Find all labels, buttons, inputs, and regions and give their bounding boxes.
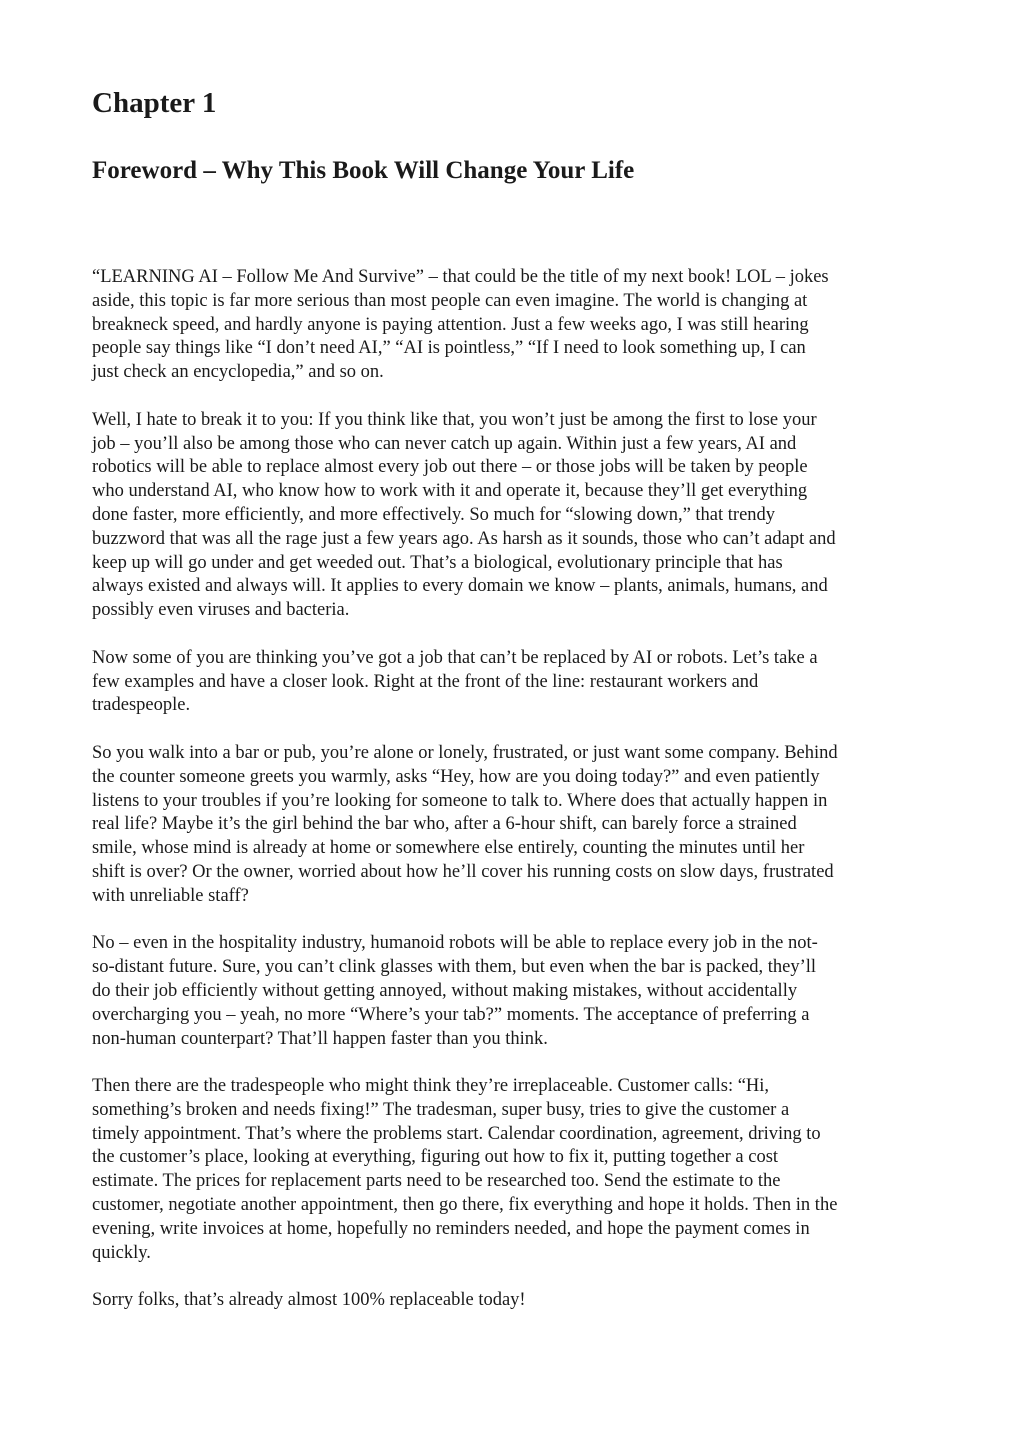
paragraph xyxy=(92,266,928,385)
paragraph xyxy=(92,1075,928,1265)
text-line: something’s broken and needs fixing!” The tradesman, super busy, tries to give the customer a xyxy=(92,1099,790,1120)
text-line: Then there are the tradespeople who might think they’re irreplaceable. Customer calls: “Hi, xyxy=(92,1076,770,1097)
paragraph xyxy=(92,932,928,1051)
text-line: overcharging you – yeah, no more “Where’s your tab?” moments. The acceptance of preferring a xyxy=(92,1004,810,1025)
text-line: smile, whose mind is already at home or somewhere else entirely, counting the minutes until her xyxy=(92,838,805,859)
text-line: customer, negotiate another appointment, then go there, fix everything and hope it holds. Then in the xyxy=(92,1195,838,1216)
text-line: Well, I hate to break it to you: If you think like that, you won’t just be among the first to lose your xyxy=(92,409,817,430)
text-line: non-human counterpart? That’ll happen faster than you think. xyxy=(92,1028,548,1049)
text-line: so-distant future. Sure, you can’t clink glasses with them, but even when the bar is packed, they’ll xyxy=(92,957,817,978)
text-line: the counter someone greets you warmly, asks “Hey, how are you doing today?” and even patiently xyxy=(92,766,820,787)
text-line: few examples and have a closer look. Right at the front of the line: restaurant workers and xyxy=(92,671,759,692)
text-line: just check an encyclopedia,” and so on. xyxy=(92,362,384,383)
text-line: evening, write invoices at home, hopefully no reminders needed, and hope the payment comes in xyxy=(92,1218,810,1239)
paragraph xyxy=(92,1289,928,1313)
text-line: breakneck speed, and hardly anyone is paying attention. Just a few weeks ago, I was still hearing xyxy=(92,314,809,335)
text-line: Now some of you are thinking you’ve got a job that can’t be replaced by AI or robots. Let’s take a xyxy=(92,647,818,668)
text-line: do their job efficiently without getting annoyed, without making mistakes, without accidentally xyxy=(92,980,798,1001)
paragraph xyxy=(92,409,928,623)
text-line: done faster, more efficiently, and more effectively. So much for “slowing down,” that trendy xyxy=(92,504,776,525)
text-line: estimate. The prices for replacement parts need to be researched too. Send the estimate to the xyxy=(92,1171,781,1192)
text-line: the customer’s place, looking at everything, figuring out how to fix it, putting together a cost xyxy=(92,1147,779,1168)
text-line: shift is over? Or the owner, worried about how he’ll cover his running costs on slow days, frustrated xyxy=(92,861,834,882)
chapter-label: Chapter 1 xyxy=(92,87,217,119)
paragraph xyxy=(92,647,928,718)
text-line: “LEARNING AI – Follow Me And Survive” – that could be the title of my next book! LOL – jokes xyxy=(92,267,829,287)
text-line: with unreliable staff? xyxy=(92,885,249,906)
text-line: who understand AI, who know how to work with it and operate it, because they’ll get everything xyxy=(92,481,808,502)
text-line: job – you’ll also be among those who can never catch up again. Within just a few years, AI and xyxy=(92,433,797,454)
text-line: people say things like “I don’t need AI,” “AI is pointless,” “If I need to look something up, I can xyxy=(92,338,806,359)
text-line: keep up will go under and get weeded out. That’s a biological, evolutionary principle that has xyxy=(92,552,783,573)
text-line: listens to your troubles if you’re looking for someone to talk to. Where does that actually happen in xyxy=(92,790,828,811)
text-line: So you walk into a bar or pub, you’re alone or lonely, frustrated, or just want some company. Behind xyxy=(92,742,838,763)
text-line: tradespeople. xyxy=(92,695,191,716)
chapter-title: Foreword – Why This Book Will Change Your Life xyxy=(92,157,635,184)
text-line: timely appointment. That’s where the problems start. Calendar coordination, agreement, driving to xyxy=(92,1123,821,1144)
text-line: buzzword that was all the rage just a few years ago. As harsh as it sounds, those who can’t adapt and xyxy=(92,528,836,549)
body-text xyxy=(92,266,928,1337)
text-line: No – even in the hospitality industry, humanoid robots will be able to replace every job in the not- xyxy=(92,933,818,954)
text-line: quickly. xyxy=(92,1242,151,1263)
text-line: real life? Maybe it’s the girl behind the bar who, after a 6-hour shift, can barely force a strained xyxy=(92,814,797,835)
text-line: aside, this topic is far more serious than most people can even imagine. The world is changing at xyxy=(92,290,808,311)
text-line: always existed and always will. It applies to every domain we know – plants, animals, humans, and xyxy=(92,576,828,597)
text-line: robotics will be able to replace almost every job out there – or those jobs will be taken by people xyxy=(92,457,808,478)
text-line: Sorry folks, that’s already almost 100% replaceable today! xyxy=(92,1290,526,1311)
text-line: possibly even viruses and bacteria. xyxy=(92,600,350,621)
paragraph xyxy=(92,742,928,909)
